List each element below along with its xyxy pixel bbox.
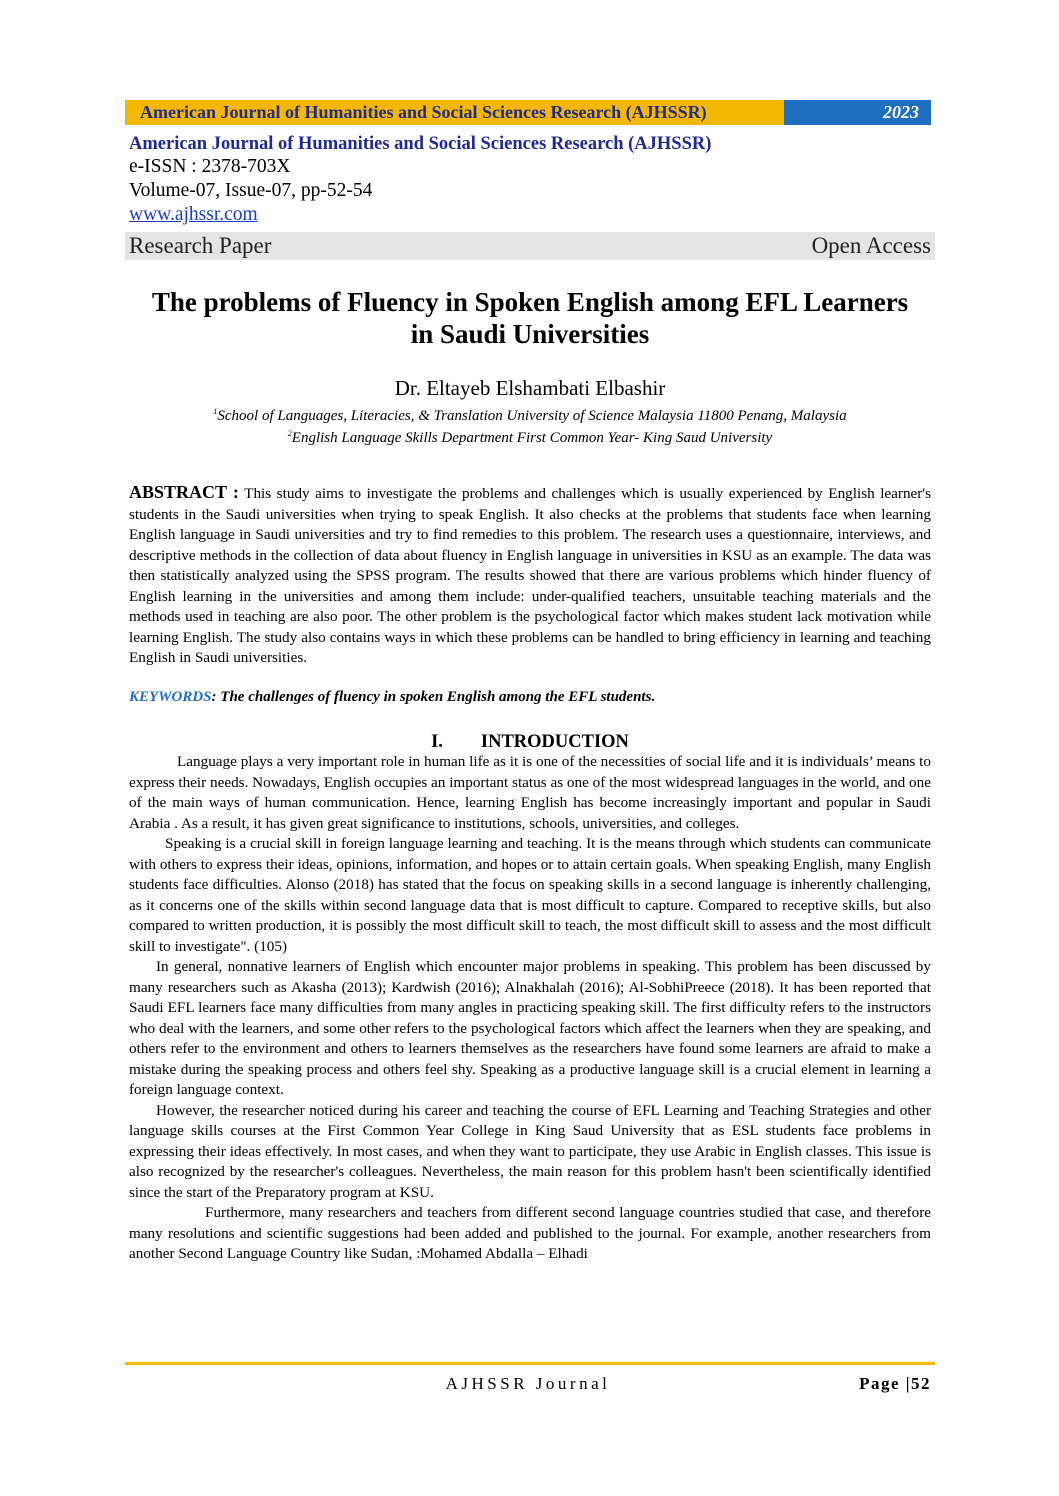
- abstract-text: This study aims to investigate the problems and challenges which is usually experienced by English learner's students in the Saudi universities when trying to speak English. It also checks at the problems that students face when learning English language in Saudi universities and try to find remedies to this problem. The research uses a questionnaire, interviews, and descriptive methods in the collection of data about fluency in English language in universities in KSU as an example. The data was then statistically analyzed using the SPSS program. The results showed that there are various problems which hinder fluency of English learning in the universities and among them include: under-qualified teachers, unsuitable teaching materials and the methods used in teaching are also poor. The other problem is the psychological factor which makes student lack motivation while learning English. The study also contains ways in which these problems can be handled to bring efficiency in learning and teaching English in Saudi universities.: [129, 485, 932, 666]
- keywords-label: KEYWORDS: [129, 689, 212, 705]
- section-heading: [129, 731, 931, 753]
- paragraph: In general, nonnative learners of English which encounter major problems in speaking. This problem has been discussed by many researchers such as Akasha (2013); Kardwish (2016); Alnakhalah (2016); Al-SobhiPreece (2018). It has been reported that Saudi EFL learners face many difficulties from many angles in practicing speaking skill. The first difficulty refers to the instructors who deal with the learners, and some other refers to the psychological factors which affect the learners when they are speaking, and others refer to the environment and others to learners themselves as the researchers have found some learners are afraid to make a mistake during the speaking process and others feel shy. Speaking as a productive language skill is a crucial element in learning a foreign language context.: [129, 958, 931, 1098]
- access-type: Open Access: [811, 233, 931, 258]
- page-number: Page |52: [859, 1374, 931, 1393]
- running-header-journal: American Journal of Humanities and Social Sciences Research (AJHSSR): [125, 100, 784, 125]
- paper-title: [120, 286, 940, 350]
- footer-divider: [125, 1362, 935, 1365]
- footer-journal: AJHSSR Journal: [445, 1374, 611, 1393]
- running-header-year: 2023: [784, 100, 931, 125]
- affiliation-2: [120, 423, 940, 449]
- paper-type-band: [125, 232, 935, 260]
- keywords: [129, 687, 931, 707]
- author: Dr. Eltayeb Elshambati Elbashir: [394, 376, 666, 400]
- affiliation-1-text: School of Languages, Literacies, & Translation University of Science Malaysia 11800 Penang, Malaysia: [217, 408, 847, 424]
- paragraph: Furthermore, many researchers and teachers from different second language countries studied that case, and therefore many resolutions and scientific suggestions had been added and published to the journal. For example, another researchers from another Second Language Country like Sudan, :Mohamed Abdalla – Elhadi: [129, 1204, 931, 1262]
- paragraph: Language plays a very important role in human life as it is one of the necessities of social life and it is individuals’ means to express their needs. Nowadays, English occupies an important status as one of the most widespread languages in the world, and one of the main ways of human communication. Hence, learning English has become increasingly important and popular in Saudi Arabia . As a result, it has given great significance to institutions, schools, universities, and colleges.: [129, 753, 931, 832]
- section-number: I.: [431, 732, 443, 752]
- issn: e-ISSN : 2378-703X: [129, 156, 291, 177]
- title-line-1: The problems of Fluency in Spoken English among EFL Learners: [151, 287, 909, 317]
- journal-name: American Journal of Humanities and Social Sciences Research (AJHSSR): [129, 134, 712, 154]
- website-link[interactable]: www.ajhssr.com: [129, 204, 258, 225]
- journal-metadata: [129, 133, 929, 226]
- page-footer: [125, 1372, 931, 1396]
- paper-type: Research Paper: [129, 233, 272, 258]
- keywords-text: : The challenges of fluency in spoken English among the EFL students.: [211, 689, 656, 705]
- abstract: [129, 482, 931, 669]
- title-line-2: in Saudi Universities: [410, 319, 650, 349]
- affiliation-1-marker: 1: [213, 407, 218, 416]
- abstract-label: ABSTRACT :: [129, 482, 239, 502]
- volume-issue: Volume-07, Issue-07, pp-52-54: [129, 180, 373, 201]
- running-header: [125, 100, 931, 125]
- paragraph: Speaking is a crucial skill in foreign language learning and teaching. It is the means through which students can communicate with others to express their ideas, opinions, information, and hopes or to attain certain goals. When speaking English, many English students face difficulties. Alonso (2018) has stated that the focus on speaking skills in a second language is inherently challenging, as it concerns one of the skills within second language data that is most difficult to capture. Compared to receptive skills, but also compared to written production, it is possibly the most difficult skill to teach, the most difficult skill to assess and the most difficult skill to investigate". (105): [129, 835, 931, 955]
- affiliation-2-marker: 2: [287, 429, 292, 438]
- affiliation-2-text: English Language Skills Department First Common Year- King Saud University: [291, 430, 773, 446]
- body-text: [129, 752, 931, 1265]
- section-title: INTRODUCTION: [480, 732, 629, 752]
- paragraph: However, the researcher noticed during his career and teaching the course of EFL Learning and Teaching Strategies and other language skills courses at the First Common Year College in King Saud University that as ESL students face problems in expressing their ideas effectively. In most cases, and when they want to participate, they use Arabic in English classes. This issue is also recognized by the researcher's colleagues. Nevertheless, the main reason for this problem hasn't been scientifically identified since the start of the Preparatory program at KSU.: [129, 1101, 931, 1201]
